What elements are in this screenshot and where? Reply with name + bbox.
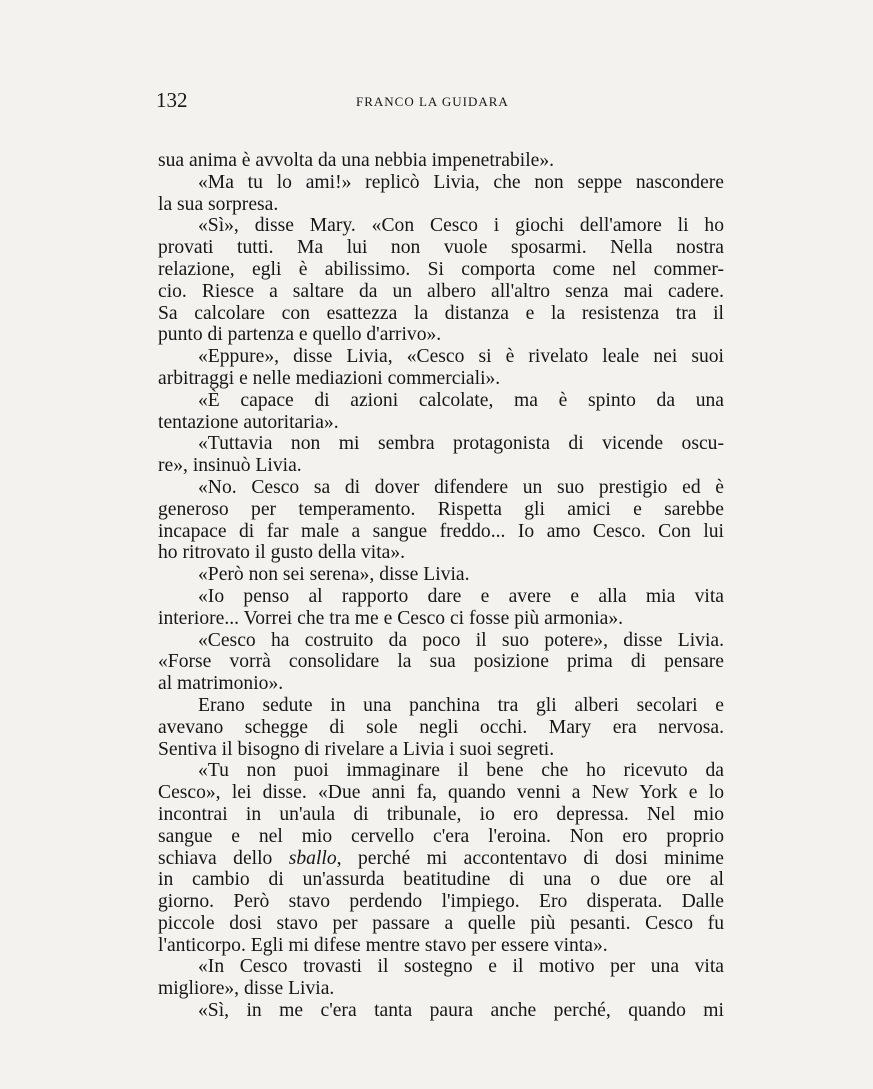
page-header [156,88,726,114]
text-line: l'anticorpo. Egli mi difese mentre stavo per essere vinta». [158,934,608,956]
text-line: Sa calcolare con esattezza la distanza e la resistenza tra il [158,302,724,324]
text-line: «Eppure», disse Livia, «Cesco si è rivelato leale nei suoi [198,346,724,368]
italic-word: sballo [288,847,337,869]
text-line: interiore... Vorrei che tra me e Cesco ci fosse più armonia». [158,607,624,629]
text-line: provati tutti. Ma lui non vuole sposarmi. Nella nostra [158,237,724,259]
text-line: tentazione autoritaria». [158,411,339,433]
text-line: Erano sedute in una panchina tra gli alberi secolari e [198,694,724,716]
text-line: la sua sorpresa. [158,193,279,215]
text-line: «In Cesco trovasti il sostegno e il motivo per una vita [198,956,724,978]
text-line: «Io penso al rapporto dare e avere e alla mia vita [198,585,724,607]
text-line: schiava dello sballo, perché mi accontentavo di dosi minime [158,847,724,869]
text-line: Cesco», lei disse. «Due anni fa, quando venni a New York e lo [158,782,724,804]
text-line: «Sì, in me c'era tanta paura anche perché, quando mi [198,1000,724,1022]
running-head: FRANCO LA GUIDARA [356,94,509,109]
text-line: arbitraggi e nelle mediazioni commerciali». [158,367,501,389]
text-line: «Forse vorrà consolidare la sua posizione prima di pensare [158,651,724,673]
text-line: «Tu non puoi immaginare il bene che ho ricevuto da [198,760,724,782]
text-line: avevano schegge di sole negli occhi. Mary era nervosa. [158,716,724,738]
body-text [158,150,724,1022]
text-line: «Però non sei serena», disse Livia. [198,564,470,586]
text-line: al matrimonio». [158,673,284,695]
text-line: migliore», disse Livia. [158,978,335,1000]
text-line: giorno. Però stavo perdendo l'impiego. Ero disperata. Dalle [158,891,724,913]
text-line: cio. Riesce a saltare da un albero all'altro senza mai cadere. [158,280,724,302]
text-line: punto di partenza e quello d'arrivo». [158,324,442,346]
text-line: in cambio di un'assurda beatitudine di una o due ore al [158,869,724,891]
text-line: incapace di far male a sangue freddo... Io amo Cesco. Con lui [158,520,724,542]
text-line: «Sì», disse Mary. «Con Cesco i giochi dell'amore li ho [198,215,724,237]
text-line: ho ritrovato il gusto della vita». [158,542,406,564]
text-line: sua anima è avvolta da una nebbia impenetrabile». [158,150,555,171]
text-line: sangue e nel mio cervello c'era l'eroina. Non ero proprio [158,825,724,847]
page-number: 132 [156,88,188,112]
text-line: «Cesco ha costruito da poco il suo potere», disse Livia. [198,629,724,651]
text-line: piccole dosi stavo per passare a quelle più pesanti. Cesco fu [158,912,724,934]
text-line: re», insinuò Livia. [158,455,302,477]
text-line: Sentiva il bisogno di rivelare a Livia i suoi segreti. [158,738,555,760]
text-line: «No. Cesco sa di dover difendere un suo prestigio ed è [198,476,724,498]
text-line: «È capace di azioni calcolate, ma è spinto da una [198,389,724,411]
text-line: generoso per temperamento. Rispetta gli amici e sarebbe [158,498,724,520]
text-line: «Ma tu lo ami!» replicò Livia, che non seppe nascondere [198,171,724,193]
text-line: relazione, egli è abilissimo. Si comporta come nel commer- [158,258,724,280]
text-line: «Tuttavia non mi sembra protagonista di vicende oscu- [198,433,724,455]
text-line: incontrai in un'aula di tribunale, io ero depressa. Nel mio [158,803,724,825]
